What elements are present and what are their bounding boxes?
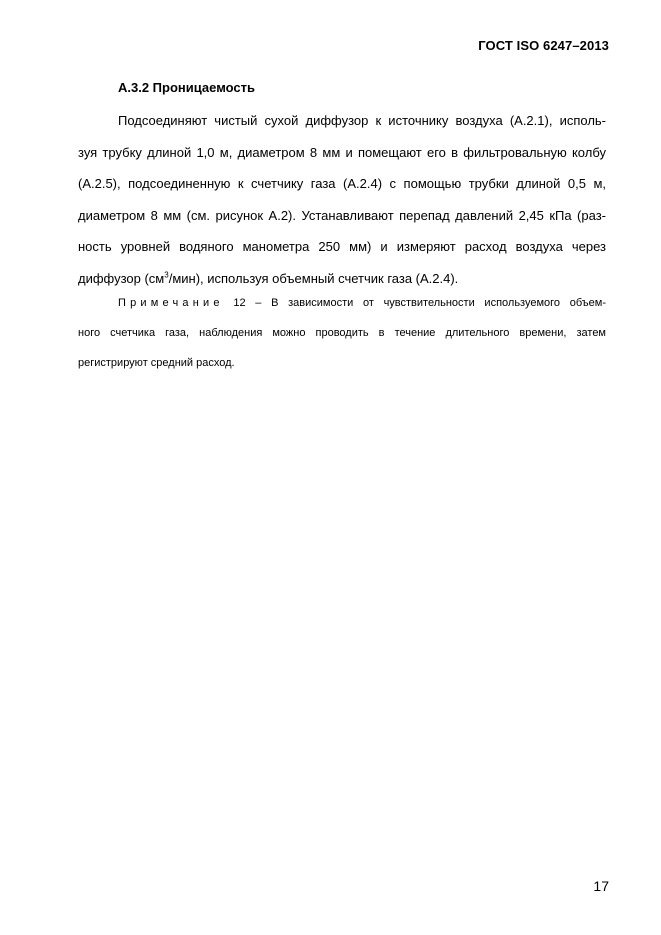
section-paragraph [78, 105, 606, 294]
paragraph-line: зуя трубку длиной 1,0 м, диаметром 8 мм и помещают его в фильтровальную колбу [78, 144, 606, 160]
note-text: 12 – В зависимости от чувствительности используемого объем- [223, 297, 606, 309]
section-heading: А.3.2 Проницаемость [118, 80, 255, 95]
note-label: Примечание [118, 297, 224, 309]
page-number: 17 [593, 878, 609, 894]
paragraph-text: диффузор (см [78, 270, 165, 286]
document-code: ГОСТ ISO 6247–2013 [478, 38, 609, 53]
paragraph-line: Подсоединяют чистый сухой диффузор к источнику воздуха (А.2.1), исполь- [118, 113, 606, 128]
note-line: ного счетчика газа, наблюдения можно проводить в течение длительного времени, затем [78, 327, 606, 339]
note-block [78, 288, 606, 378]
paragraph-text: /мин), используя объемный счетчик газа (А.2.4). [168, 270, 459, 286]
paragraph-line: ность уровней водяного манометра 250 мм) и измеряют расход воздуха через [78, 239, 606, 254]
paragraph-line: диаметром 8 мм (см. рисунок А.2). Устанавливают перепад давлений 2,45 кПа (раз- [78, 207, 606, 223]
superscript: 3 [164, 270, 169, 280]
note-line: регистрируют средний расход. [78, 357, 235, 369]
note-line [78, 288, 606, 318]
paragraph-line: (А.2.5), подсоединенную к счетчику газа (А.2.4) с помощью трубки длиной 0,5 м, [78, 176, 606, 191]
